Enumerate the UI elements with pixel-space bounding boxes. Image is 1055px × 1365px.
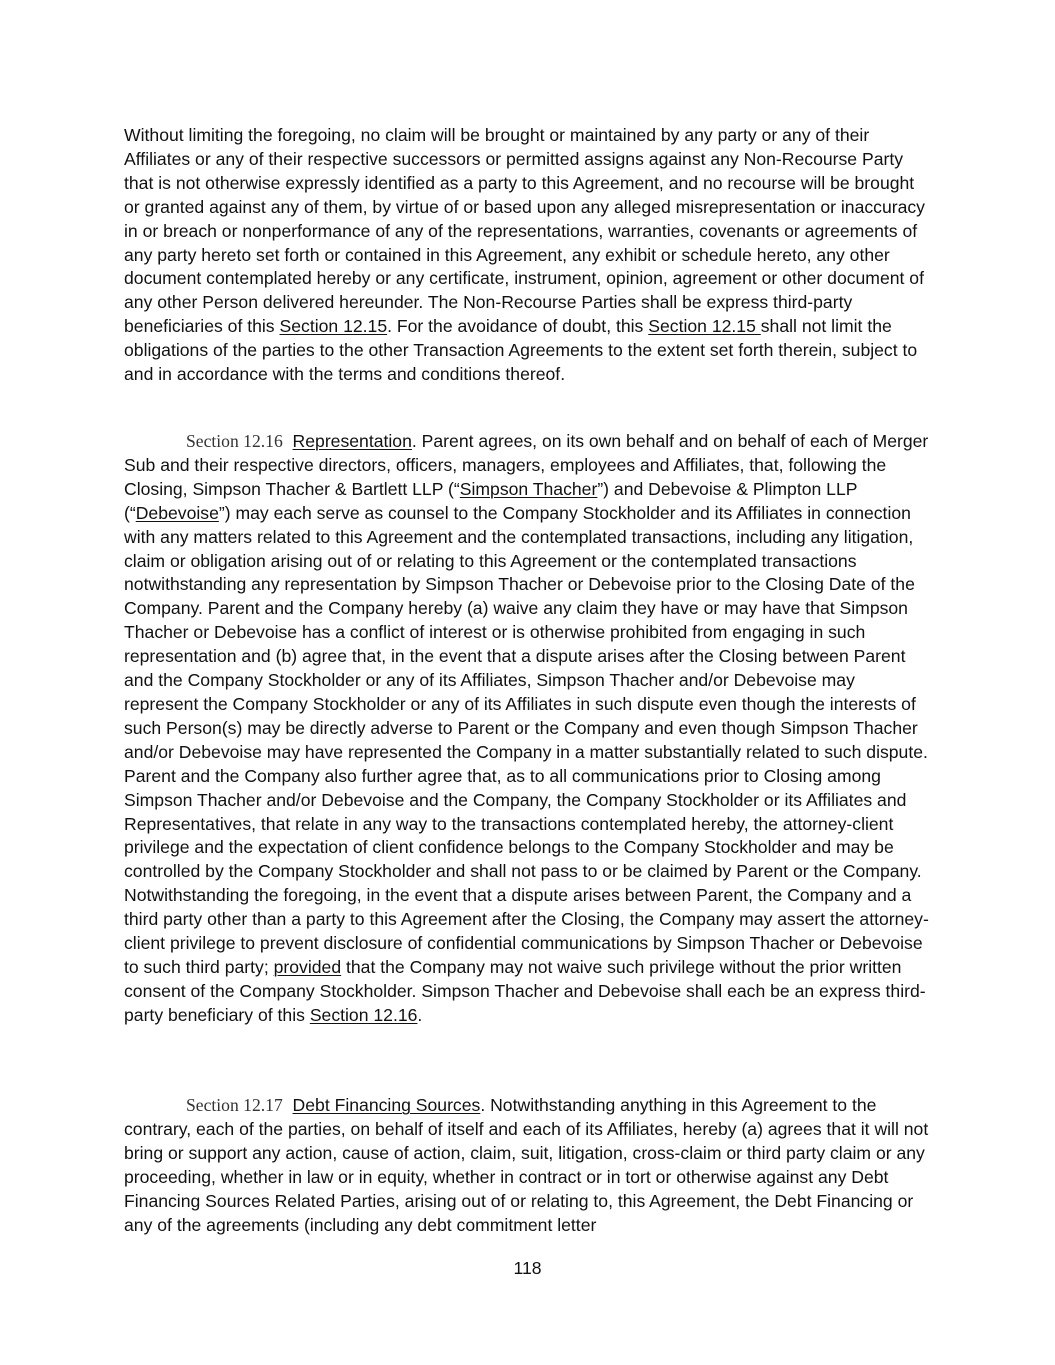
section-reference: Section 12.15	[648, 316, 761, 337]
paragraph-text: . For the avoidance of doubt, this	[387, 316, 649, 337]
page-number: 118	[513, 1258, 542, 1278]
section-12-16-paragraph	[124, 430, 934, 1028]
section-number: Section 12.16	[186, 431, 283, 451]
defined-term: Debevoise	[135, 502, 219, 523]
section-reference: Section 12.16	[309, 1004, 418, 1025]
paragraph-text: . Notwithstanding anything in this Agreement to the contrary, each of the parties, on behalf of itself and each of its Affiliates, hereby (a) agrees that it will not bring or support any action, cause of action, claim, suit, litigation, cross-claim or third party claim or any proceeding, whether in law or in equity, whether in contract or in tort or otherwise against any Debt Financing Sources Related Parties, arising out of or relating to, this Agreement, the Debt Financing or any of the agreements (including any debt commitment letter	[124, 1095, 929, 1235]
paragraph-text: .	[417, 1004, 423, 1025]
paragraph-text: ”) may each serve as counsel to the Company Stockholder and its Affiliates in connection with any matters related to this Agreement and the contemplated transactions, including any litigation, claim or obligation arising out of or relating to this Agreement or the contemplated transactions notwithstanding any representation by Simpson Thacher or Debevoise prior to the Closing Date of the Company. Parent and the Company hereby (a) waive any claim they have or may have that Simpson Thacher or Debevoise has a conflict of interest or is otherwise prohibited from engaging in such representation and (b) agree that, in the event that a dispute arises after the Closing between Parent and the Company Stockholder or any of its Affiliates, Simpson Thacher and/or Debevoise may represent the Company Stockholder or any of its Affiliates in such dispute even though the interests of such Person(s) may be directly adverse to Parent or the Company and even though Simpson Thacher and/or Debevoise may have represented the Company in a matter substantially related to such dispute. Parent and the Company also further agree that, as to all communications prior to Closing among Simpson Thacher and/or Debevoise and the Company, the Company Stockholder or its Affiliates and Representatives, that relate in any way to the transactions contemplated hereby, the attorney-client privilege and the expectation of client confidence belongs to the Company Stockholder and may be controlled by the Company Stockholder and shall not pass to or be claimed by Parent or the Company. Notwithstanding the foregoing, in the event that a dispute arises between Parent, the Company and a third party other than a party to this Agreement after the Closing, the Company may assert the attorney-client privilege to prevent disclosure of confidential communications by Simpson Thacher or Debevoise to such third party;	[124, 502, 929, 977]
paragraph-text: Without limiting the foregoing, no claim will be brought or maintained by any party or any of their Affiliates or any of their respective successors or permitted assigns against any Non-Recourse Party that is not otherwise expressly identified as a party to this Agreement, and no recourse will be brought or granted against any of them, by virtue of or based upon any alleged misrepresentation or inaccuracy in or breach or nonperformance of any of the representations, warranties, covenants or agreements of any party hereto set forth or contained in this Agreement, any exhibit or schedule hereto, any other document contemplated hereby or any certificate, instrument, opinion, agreement or other document of any other Person delivered hereunder. The Non-Recourse Parties shall be express third-party beneficiaries of this	[124, 125, 925, 337]
section-12-17-paragraph	[124, 1094, 934, 1237]
section-heading: Representation	[292, 431, 412, 451]
section-reference: Section 12.15	[279, 316, 388, 337]
defined-term: Simpson Thacher	[459, 478, 598, 499]
section-number: Section 12.17	[186, 1095, 283, 1115]
proviso-term: provided	[273, 956, 342, 977]
paragraph-text: ”) and Debevoise & Plimpton LLP (“	[124, 478, 858, 523]
paragraph-text: . Parent agrees, on its own behalf and on behalf of each of Merger Sub and their respective directors, officers, managers, employees and Affiliates, that, following the Closing, Simpson Thacher & Bartlett LLP (“	[124, 431, 929, 499]
paragraph-non-recourse	[124, 124, 934, 387]
paragraph-text: that the Company may not waive such privilege without the prior written consent of the Company Stockholder. Simpson Thacher and Debevoise shall each be an express third-party beneficiary of this	[124, 956, 926, 1025]
section-heading: Debt Financing Sources	[292, 1095, 481, 1115]
paragraph-text: shall not limit the obligations of the parties to the other Transaction Agreements to the extent set forth therein, subject to and in accordance with the terms and conditions thereof.	[124, 316, 918, 385]
